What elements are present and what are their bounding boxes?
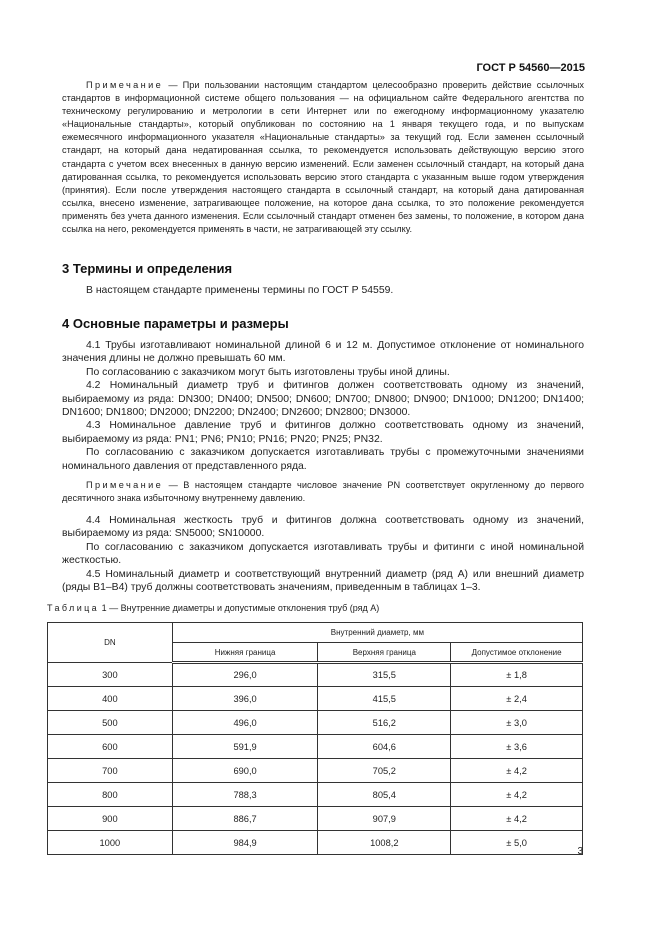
table-cell: ± 5,0 bbox=[451, 831, 583, 855]
table-cell: ± 4,2 bbox=[451, 807, 583, 831]
table-cell: 907,9 bbox=[318, 807, 451, 831]
table-cell: 800 bbox=[48, 783, 173, 807]
table-cell: ± 4,2 bbox=[451, 783, 583, 807]
table-row bbox=[48, 735, 583, 759]
table-cell: 886,7 bbox=[172, 807, 318, 831]
table-row bbox=[48, 759, 583, 783]
table-cell: 900 bbox=[48, 807, 173, 831]
table-cell: 984,9 bbox=[172, 831, 318, 855]
table-cell: 591,9 bbox=[172, 735, 318, 759]
paragraph-4-5: 4.5 Номинальный диаметр и соответствующий внутренний диаметр (ряд А) или внешний диаметр (ряды В1–В4) труб должны соответствовать значениям, приведенным в таблицах 1–3. bbox=[62, 568, 584, 593]
table-row bbox=[48, 663, 583, 687]
table-cell: 705,2 bbox=[318, 759, 451, 783]
table-cell: 496,0 bbox=[172, 711, 318, 735]
header-upper: Верхняя граница bbox=[318, 643, 451, 663]
paragraph: По согласованию с заказчиком допускается изготавливать трубы и фитинги с иной номинальной жесткостью. bbox=[62, 541, 584, 567]
header-inner-diameter: Внутренний диаметр, мм bbox=[172, 623, 582, 643]
paragraph-4-3: 4.3 Номинальное давление труб и фитингов должно соответствовать одному из значений, выбираемому из ряда: PN1; PN6; PN10; PN16; PN20; PN25; PN32. bbox=[62, 420, 584, 445]
diameter-table bbox=[47, 622, 583, 855]
table-cell: 315,5 bbox=[318, 663, 451, 687]
paragraph-4-4: 4.4 Номинальная жесткость труб и фитингов должна соответствовать одному из значений, выбираемому из ряда: SN5000; SN10000. bbox=[62, 514, 584, 540]
table-cell: 788,3 bbox=[172, 783, 318, 807]
table-cell: 415,5 bbox=[318, 687, 451, 711]
table-cell: ± 3,6 bbox=[451, 735, 583, 759]
table-cell: 1008,2 bbox=[318, 831, 451, 855]
table-cell: 805,4 bbox=[318, 783, 451, 807]
paragraph: По согласованию с заказчиком могут быть изготовлены трубы иной длины. bbox=[86, 366, 450, 378]
page-number: 3 bbox=[577, 846, 583, 857]
section-3-text bbox=[62, 284, 584, 297]
document-header: ГОСТ Р 54560—2015 bbox=[476, 62, 585, 74]
section-4-title: 4 Основные параметры и размеры bbox=[62, 316, 289, 331]
table-cell: 296,0 bbox=[172, 663, 318, 687]
note-label: Примечание bbox=[86, 480, 164, 491]
table-row bbox=[48, 711, 583, 735]
table-cell: 500 bbox=[48, 711, 173, 735]
table-cell: 516,2 bbox=[318, 711, 451, 735]
header-tolerance: Допустимое отклонение bbox=[451, 643, 583, 663]
paragraph-4-1: 4.1 Трубы изготавливают номинальной длиной 6 и 12 м. Допустимое отклонение от номинального значения длины не должно превышать 60 мм. bbox=[62, 340, 584, 365]
paragraph: В настоящем стандарте применены термины по ГОСТ Р 54559. bbox=[86, 285, 394, 296]
note-references bbox=[62, 79, 584, 236]
note-text: — При пользовании настоящим стандартом целесообразно проверить действие ссылочных стандартов в информационной системе общего пользования — на официальном сайте Федерального агентства по техническому регулированию и метрологии в сети Интернет или по ежегодному информационному указателю «Национальные стандарты», который опубликован по состоянию на 1 января текущего года, и по выпускам ежемесячного информационного указателя «Национальные стандарты» за текущий год. Если заменен ссылочный стандарт, на который дана недатированная ссылка, то рекомендуется использовать действующую версию этого стандарта с учетом всех внесенных в данную версию изменений. Если заменен ссылочный стандарт, на который дана датированная ссылка, то рекомендуется использовать версию этого стандарта с указанным выше годом утверждения (принятия). Если после утверждения настоящего стандарта в ссылочный стандарт, на который дана датированная ссылка, внесено изменение, затрагивающее положение, на которое дана ссылка, то это положение рекомендуется применять без учета данного изменения. Если ссылочный стандарт отменен без замены, то положение, в котором дана ссылка на него, рекомендуется применять в части, не затрагивающей эту ссылку. bbox=[62, 80, 584, 235]
table-cell: 396,0 bbox=[172, 687, 318, 711]
table-cell: 604,6 bbox=[318, 735, 451, 759]
table-cell: 1000 bbox=[48, 831, 173, 855]
note-pn bbox=[62, 479, 584, 506]
header-lower: Нижняя граница bbox=[172, 643, 318, 663]
header-dn: DN bbox=[48, 623, 173, 663]
table-cell: ± 4,2 bbox=[451, 759, 583, 783]
table-cell: ± 3,0 bbox=[451, 711, 583, 735]
table-cell: 690,0 bbox=[172, 759, 318, 783]
table-row bbox=[48, 783, 583, 807]
table-cell: 600 bbox=[48, 735, 173, 759]
table-cell: ± 2,4 bbox=[451, 687, 583, 711]
paragraph: По согласованию с заказчиком допускается изготавливать трубы с промежуточными значениями номинального давления от представленного ряда. bbox=[62, 447, 584, 472]
table-row bbox=[48, 807, 583, 831]
table-cell: 700 bbox=[48, 759, 173, 783]
caption-label: Таблица bbox=[47, 603, 100, 613]
table-caption bbox=[47, 603, 379, 613]
table-row bbox=[48, 831, 583, 855]
note-text: — В настоящем стандарте числовое значение PN соответствует округленному до первого десятичного знака избыточному внутреннему давлению. bbox=[62, 480, 584, 504]
section-3-title: 3 Термины и определения bbox=[62, 261, 233, 276]
paragraph-4-2: 4.2 Номинальный диаметр труб и фитингов должен соответствовать одному из значений, выбираемому из ряда: DN300; DN400; DN500; DN600; DN700; DN800; DN900; DN1000; DN1200; DN1400; DN1600; DN1800; DN2000; DN2200; DN2400; DN2600; DN2800; DN3000. bbox=[62, 380, 584, 419]
table-cell: 400 bbox=[48, 687, 173, 711]
table-cell: 300 bbox=[48, 663, 173, 687]
caption-text: 1 — Внутренние диаметры и допустимые отклонения труб (ряд А) bbox=[99, 603, 380, 613]
section-4-body bbox=[62, 339, 584, 594]
table-cell: ± 1,8 bbox=[451, 663, 583, 687]
table-row bbox=[48, 687, 583, 711]
note-label: Примечание bbox=[86, 80, 164, 90]
